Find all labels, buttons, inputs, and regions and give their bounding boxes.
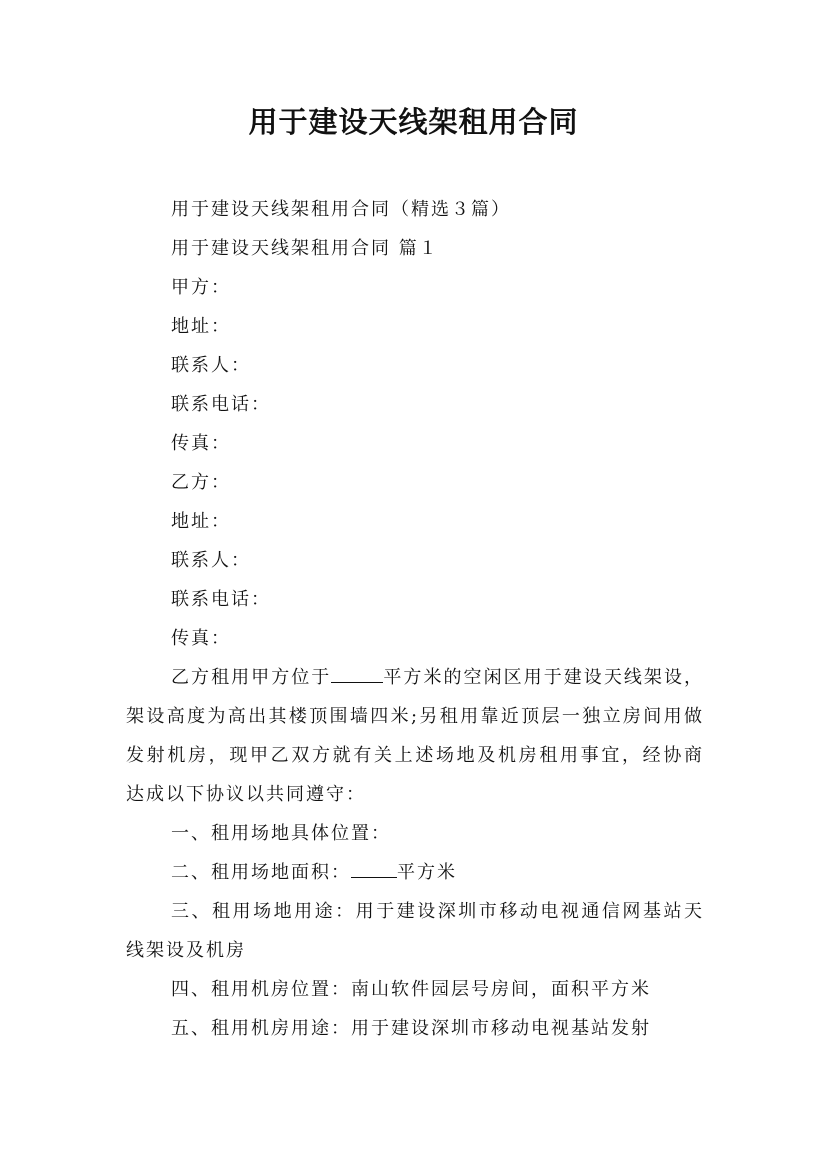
party-a-label: 甲方：	[171, 277, 231, 298]
party-a-phone-label: 联系电话：	[171, 394, 271, 415]
party-a-contact-label: 联系人：	[171, 355, 251, 376]
clause-2-text: 二、租用场地面积：	[171, 862, 351, 883]
party-b-label: 乙方：	[171, 472, 231, 493]
clause-1: 一、租用场地具体位置：	[171, 823, 391, 844]
section-heading: 用于建设天线架租用合同 篇１	[171, 238, 439, 259]
party-b-fax-label: 传真：	[171, 628, 231, 649]
party-b-address-label: 地址：	[171, 511, 231, 532]
clause-5: 五、租用机房用途：用于建设深圳市移动电视基站发射	[171, 1018, 651, 1039]
intro-paragraph	[126, 658, 704, 814]
document-body	[126, 190, 704, 1048]
subtitle-line: 用于建设天线架租用合同（精选３篇）	[171, 199, 511, 220]
document-title: 用于建设天线架租用合同	[248, 105, 579, 139]
party-a-address-label: 地址：	[171, 316, 231, 337]
clause-3: 三、租用场地用途：用于建设深圳市移动电视通信网基站天线架设及机房	[126, 901, 704, 961]
intro-text-start: 乙方租用甲方位于	[171, 667, 332, 688]
clause-2	[126, 853, 704, 892]
site-area-blank	[351, 859, 397, 878]
clause-4: 四、租用机房位置：南山软件园层号房间，面积平方米	[171, 979, 651, 1000]
party-b-phone-label: 联系电话：	[171, 589, 271, 610]
party-b-contact-label: 联系人：	[171, 550, 251, 571]
area-blank	[331, 664, 383, 683]
clause-2-unit: 平方米	[397, 862, 457, 883]
party-a-fax-label: 传真：	[171, 433, 231, 454]
intro-text-end: 平方米的空闲区用于建设天线架设，架设高度为高出其楼顶围墙四米;另租用靠近顶层一独立房间用做发射机房，现甲乙双方就有关上述场地及机房租用事宜，经协商达成以下协议以共同遵守：	[126, 667, 705, 805]
